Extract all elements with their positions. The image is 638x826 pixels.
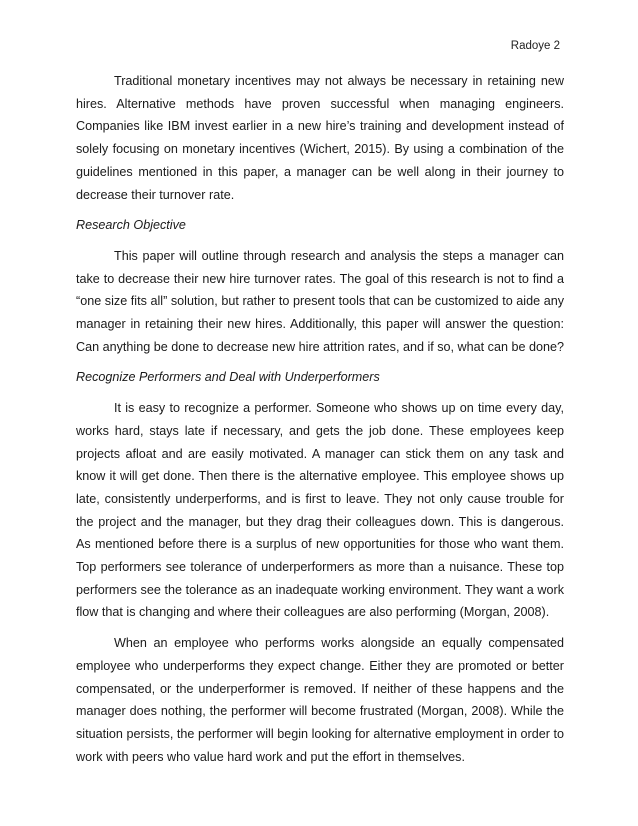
running-head: Radoye 2 [510, 40, 560, 52]
paragraph-performers: It is easy to recognize a performer. Someone who shows up on time every day, works hard, stays late if necessary, and gets the job done. These employees keep projects afloat and are easily motivated. A manager can stick them on any task and know it will get done. Then there is the alternative employee. This employee shows up late, consistently underperforms, and is first to leave. They not only cause trouble for the project and the manager, but they drag their colleagues down. This is dangerous. As mentioned before there is a surplus of new opportunities for those who want them. Top performers see tolerance of underperformers as more than a nuisance. These top performers see the tolerance as an inadequate working environment. They want a work flow that is changing and where their colleagues are also performing (Morgan, 2008). [76, 401, 564, 620]
section-heading-research-objective: Research Objective [76, 218, 186, 233]
paragraph-compensation: When an employee who performs works alongside an equally compensated employee who underperforms they expect change. Either they are promoted or better compensated, or the underperformer is removed. If neither of these happens and the manager does nothing, the performer will become frustrated (Morgan, 2008). While the situation persists, the performer will begin looking for alternative employment in order to work with peers who value hard work and put the effort in themselves. [76, 636, 564, 764]
section-heading-recognize-performers: Recognize Performers and Deal with Underperformers [76, 370, 380, 385]
paragraph-intro: Traditional monetary incentives may not always be necessary in retaining new hires. Alternative methods have proven successful when managing engineers. Companies like IBM invest earlier in a new hire’s training and development instead of solely focusing on monetary incentives (Wichert, 2015). By using a combination of the guidelines mentioned in this paper, a manager can be well along in their journey to decrease their turnover rate. [76, 74, 564, 202]
document-body [76, 70, 564, 776]
paragraph-research-objective: This paper will outline through research and analysis the steps a manager can take to decrease their new hire turnover rates. The goal of this research is not to find a “one size fits all” solution, but rather to present tools that can be customized to aide any manager in retaining their new hires. Additionally, this paper will answer the question: Can anything be done to decrease new hire attrition rates, and if so, what can be done? [76, 248, 564, 354]
